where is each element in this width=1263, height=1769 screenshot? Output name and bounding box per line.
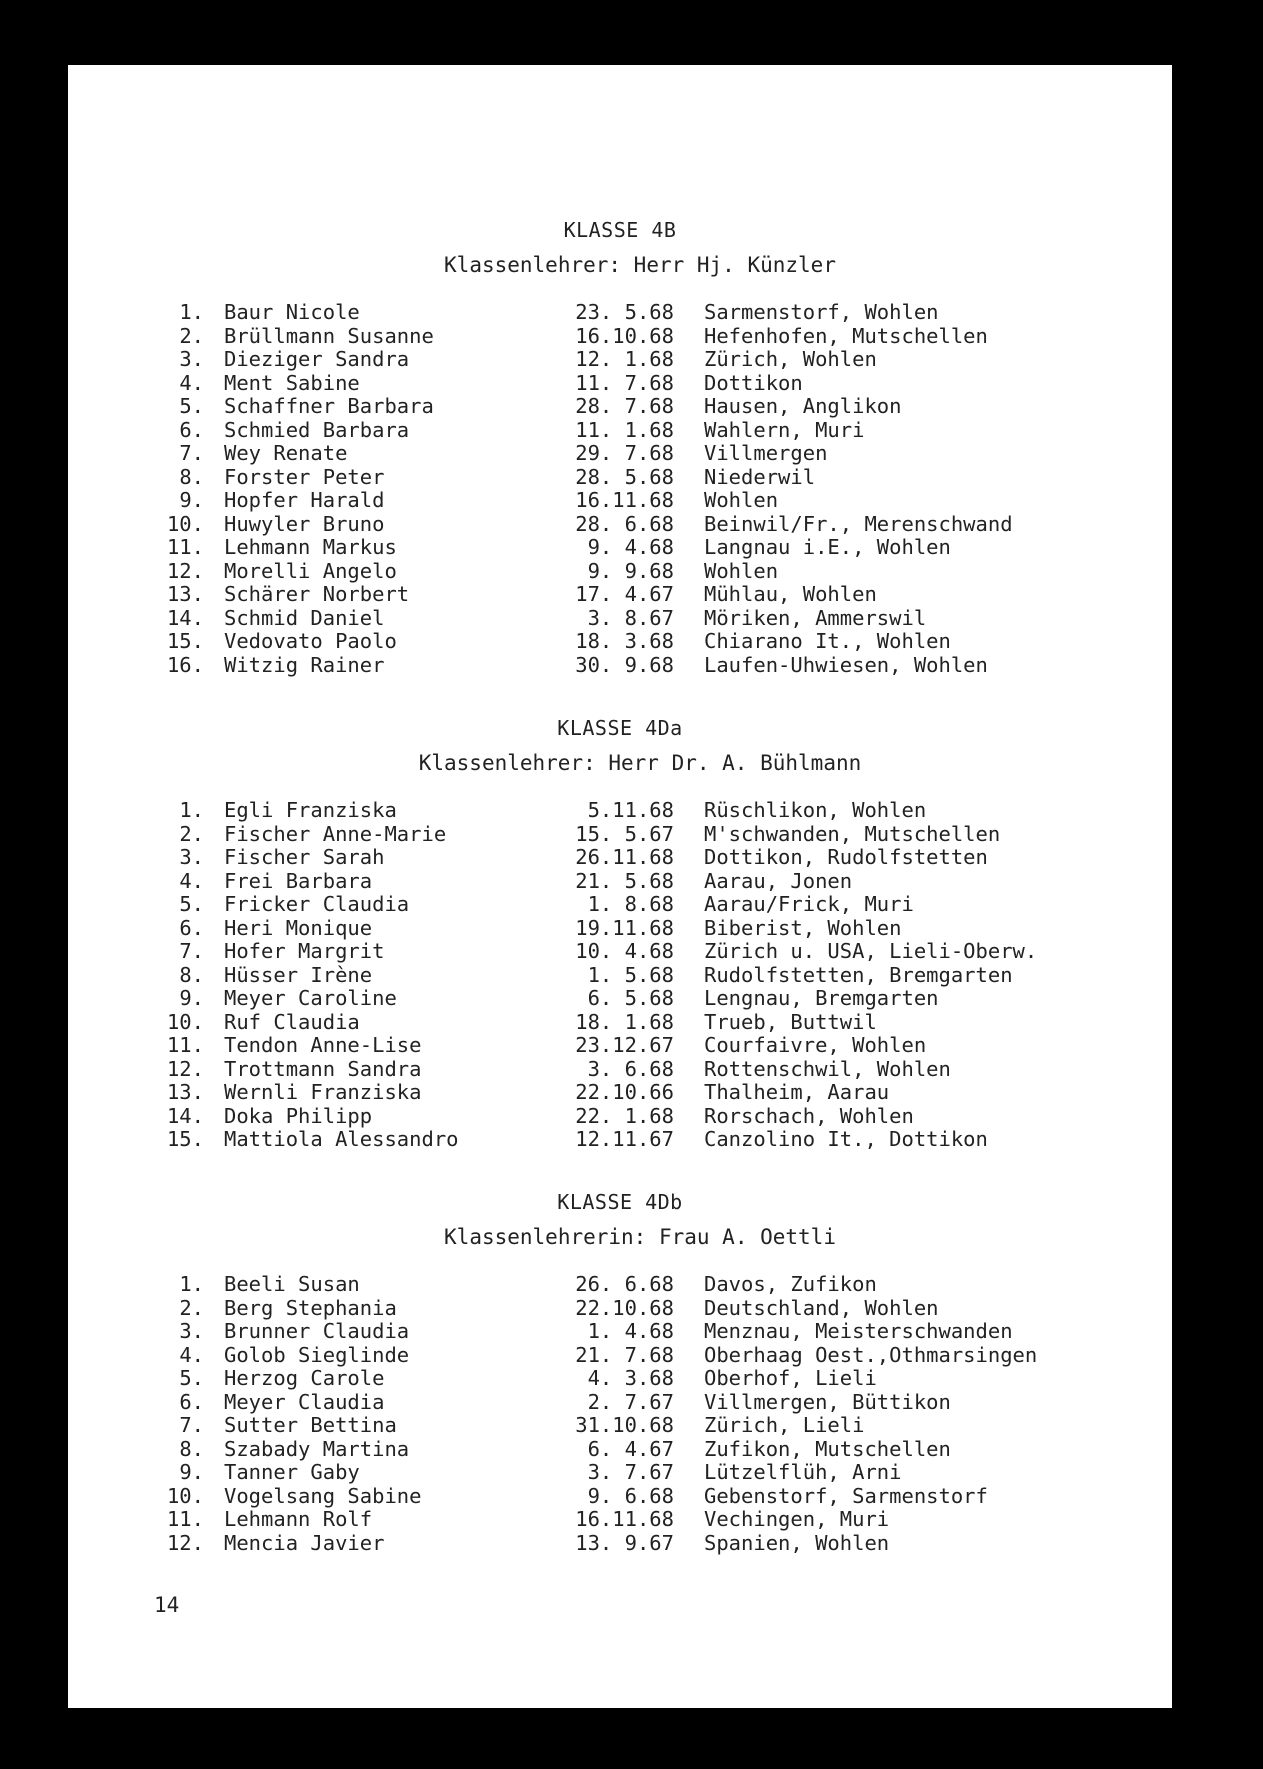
row-number: 6.	[179, 417, 204, 442]
student-name: Forster Peter	[224, 464, 385, 489]
birth-date: 30. 9.68	[575, 652, 674, 677]
student-row	[68, 489, 1172, 513]
student-row	[68, 1461, 1172, 1485]
row-number: 2.	[179, 323, 204, 348]
birth-date: 18. 1.68	[575, 1009, 674, 1034]
student-row	[68, 870, 1172, 894]
row-number: 14.	[166, 605, 204, 630]
student-list	[68, 1273, 1172, 1555]
student-row	[68, 1485, 1172, 1509]
student-name: Hopfer Harald	[224, 488, 385, 512]
row-number: 7.	[179, 1413, 204, 1437]
place-of-origin: Villmergen	[704, 441, 828, 465]
student-row	[68, 583, 1172, 607]
place-of-origin: Dottikon, Rudolfstetten	[704, 845, 988, 869]
student-name: Sutter Bettina	[224, 1413, 397, 1437]
birth-date: 12. 1.68	[575, 347, 674, 371]
row-number: 11.	[166, 1507, 204, 1531]
row-number: 11.	[166, 1033, 204, 1057]
student-name: Frei Barbara	[224, 868, 373, 893]
student-row	[68, 630, 1172, 654]
student-name: Schärer Norbert	[224, 582, 410, 606]
row-number: 13.	[166, 582, 204, 606]
student-row	[68, 940, 1172, 964]
page-number: 14	[154, 1593, 180, 1617]
birth-date: 26.11.68	[575, 845, 674, 869]
place-of-origin: Zürich, Wohlen	[704, 347, 877, 371]
row-number: 12.	[166, 558, 204, 583]
birth-date: 28. 6.68	[575, 511, 674, 536]
student-name: Fischer Anne-Marie	[224, 821, 447, 846]
place-of-origin: Sarmenstorf, Wohlen	[704, 300, 939, 324]
birth-date: 18. 3.68	[575, 629, 674, 653]
student-row	[68, 395, 1172, 419]
row-number: 5.	[179, 892, 204, 916]
birth-date: 16.11.68	[575, 1507, 674, 1531]
birth-date: 13. 9.67	[575, 1530, 674, 1555]
row-number: 10.	[166, 1009, 204, 1034]
student-row	[68, 964, 1172, 988]
student-name: Szabady Martina	[224, 1436, 410, 1461]
student-row	[68, 799, 1172, 823]
student-name: Huwyler Bruno	[224, 511, 385, 536]
student-name: Baur Nicole	[224, 300, 360, 324]
student-name: Fricker Claudia	[224, 892, 410, 916]
birth-date: 3. 6.68	[587, 1056, 674, 1081]
place-of-origin: Langnau i.E., Wohlen	[704, 535, 951, 559]
student-row	[68, 1128, 1172, 1152]
row-number: 12.	[166, 1530, 204, 1555]
student-row	[68, 325, 1172, 349]
student-name: Mencia Javier	[224, 1530, 385, 1555]
row-number: 3.	[179, 347, 204, 371]
place-of-origin: Trueb, Buttwil	[704, 1009, 877, 1034]
student-row	[68, 419, 1172, 443]
student-row	[68, 1320, 1172, 1344]
row-number: 2.	[179, 821, 204, 846]
place-of-origin: Rüschlikon, Wohlen	[704, 798, 927, 822]
birth-date: 2. 7.67	[587, 1389, 674, 1414]
birth-date: 28. 7.68	[575, 394, 674, 418]
place-of-origin: Canzolino It., Dottikon	[704, 1127, 988, 1151]
student-name: Doka Philipp	[224, 1103, 373, 1128]
student-name: Brunner Claudia	[224, 1319, 410, 1343]
student-row	[68, 1081, 1172, 1105]
student-name: Witzig Rainer	[224, 652, 385, 677]
place-of-origin: Thalheim, Aarau	[704, 1080, 890, 1104]
row-number: 16.	[166, 652, 204, 677]
birth-date: 16.10.68	[575, 323, 674, 348]
student-row	[68, 1438, 1172, 1462]
student-name: Ruf Claudia	[224, 1009, 360, 1034]
place-of-origin: Rottenschwil, Wohlen	[704, 1056, 951, 1081]
row-number: 4.	[179, 1342, 204, 1367]
place-of-origin: Aarau/Frick, Muri	[704, 892, 914, 916]
student-row	[68, 466, 1172, 490]
place-of-origin: Hausen, Anglikon	[704, 394, 902, 418]
student-row	[68, 1105, 1172, 1129]
place-of-origin: Rudolfstetten, Bremgarten	[704, 962, 1013, 987]
student-row	[68, 987, 1172, 1011]
section-title: KLASSE 4Da	[557, 716, 683, 740]
student-row	[68, 607, 1172, 631]
row-number: 3.	[179, 1319, 204, 1343]
place-of-origin: Zürich u. USA, Lieli-Oberw.	[704, 939, 1038, 963]
place-of-origin: Wohlen	[704, 558, 779, 583]
birth-date: 3. 7.67	[587, 1460, 674, 1484]
row-number: 15.	[166, 629, 204, 653]
birth-date: 21. 7.68	[575, 1342, 674, 1367]
student-row	[68, 1391, 1172, 1415]
birth-date: 21. 5.68	[575, 868, 674, 893]
place-of-origin: Lengnau, Bremgarten	[704, 986, 939, 1010]
row-number: 2.	[179, 1295, 204, 1320]
student-name: Golob Sieglinde	[224, 1342, 410, 1367]
teacher-line: Klassenlehrerin: Frau A. Oettli	[444, 1225, 836, 1249]
place-of-origin: Zufikon, Mutschellen	[704, 1436, 951, 1461]
student-row	[68, 1058, 1172, 1082]
student-list	[68, 301, 1172, 677]
student-row	[68, 1034, 1172, 1058]
place-of-origin: Niederwil	[704, 464, 816, 489]
birth-date: 22.10.68	[575, 1295, 674, 1320]
student-name: Schmied Barbara	[224, 417, 410, 442]
student-row	[68, 1011, 1172, 1035]
row-number: 7.	[179, 441, 204, 465]
student-name: Vedovato Paolo	[224, 629, 397, 653]
student-name: Hofer Margrit	[224, 939, 385, 963]
birth-date: 10. 4.68	[575, 939, 674, 963]
student-row	[68, 893, 1172, 917]
row-number: 7.	[179, 939, 204, 963]
student-name: Wey Renate	[224, 441, 348, 465]
row-number: 5.	[179, 1366, 204, 1390]
student-name: Mattiola Alessandro	[224, 1127, 459, 1151]
place-of-origin: Villmergen, Büttikon	[704, 1389, 951, 1414]
student-name: Hüsser Irène	[224, 962, 373, 987]
student-row	[68, 654, 1172, 678]
student-row	[68, 513, 1172, 537]
birth-date: 6. 4.67	[587, 1436, 674, 1461]
place-of-origin: Courfaivre, Wohlen	[704, 1033, 927, 1057]
row-number: 6.	[179, 915, 204, 940]
birth-date: 6. 5.68	[587, 986, 674, 1010]
place-of-origin: Gebenstorf, Sarmenstorf	[704, 1483, 988, 1508]
student-name: Schaffner Barbara	[224, 394, 434, 418]
place-of-origin: Laufen-Uhwiesen, Wohlen	[704, 652, 988, 677]
student-row	[68, 1273, 1172, 1297]
row-number: 12.	[166, 1056, 204, 1081]
birth-date: 1. 8.68	[587, 892, 674, 916]
place-of-origin: Rorschach, Wohlen	[704, 1103, 914, 1128]
student-name: Beeli Susan	[224, 1272, 360, 1296]
birth-date: 12.11.67	[575, 1127, 674, 1151]
place-of-origin: Davos, Zufikon	[704, 1272, 877, 1296]
student-name: Lehmann Markus	[224, 535, 397, 559]
birth-date: 23. 5.68	[575, 300, 674, 324]
row-number: 8.	[179, 962, 204, 987]
birth-date: 22. 1.68	[575, 1103, 674, 1128]
student-row	[68, 917, 1172, 941]
row-number: 1.	[179, 1272, 204, 1296]
birth-date: 23.12.67	[575, 1033, 674, 1057]
student-row	[68, 536, 1172, 560]
birth-date: 28. 5.68	[575, 464, 674, 489]
place-of-origin: Chiarano It., Wohlen	[704, 629, 951, 653]
row-number: 10.	[166, 1483, 204, 1508]
birth-date: 9. 4.68	[587, 535, 674, 559]
student-name: Meyer Caroline	[224, 986, 397, 1010]
student-name: Herzog Carole	[224, 1366, 385, 1390]
student-name: Meyer Claudia	[224, 1389, 385, 1414]
birth-date: 9. 9.68	[587, 558, 674, 583]
place-of-origin: Wohlen	[704, 488, 779, 512]
row-number: 4.	[179, 868, 204, 893]
birth-date: 31.10.68	[575, 1413, 674, 1437]
birth-date: 11. 1.68	[575, 417, 674, 442]
student-name: Vogelsang Sabine	[224, 1483, 422, 1508]
birth-date: 1. 5.68	[587, 962, 674, 987]
birth-date: 3. 8.67	[587, 605, 674, 630]
student-row	[68, 1532, 1172, 1556]
student-name: Morelli Angelo	[224, 558, 397, 583]
birth-date: 9. 6.68	[587, 1483, 674, 1508]
place-of-origin: Mühlau, Wohlen	[704, 582, 877, 606]
place-of-origin: Oberhaag Oest.,Othmarsingen	[704, 1342, 1038, 1367]
place-of-origin: Oberhof, Lieli	[704, 1366, 877, 1390]
student-row	[68, 442, 1172, 466]
student-name: Egli Franziska	[224, 798, 397, 822]
birth-date: 17. 4.67	[575, 582, 674, 606]
birth-date: 26. 6.68	[575, 1272, 674, 1296]
student-name: Tanner Gaby	[224, 1460, 360, 1484]
student-row	[68, 823, 1172, 847]
place-of-origin: M'schwanden, Mutschellen	[704, 821, 1001, 846]
birth-date: 1. 4.68	[587, 1319, 674, 1343]
birth-date: 22.10.66	[575, 1080, 674, 1104]
row-number: 15.	[166, 1127, 204, 1151]
row-number: 9.	[179, 986, 204, 1010]
row-number: 6.	[179, 1389, 204, 1414]
student-row	[68, 1367, 1172, 1391]
place-of-origin: Möriken, Ammerswil	[704, 605, 927, 630]
student-row	[68, 1414, 1172, 1438]
birth-date: 4. 3.68	[587, 1366, 674, 1390]
student-row	[68, 560, 1172, 584]
student-row	[68, 1297, 1172, 1321]
student-name: Fischer Sarah	[224, 845, 385, 869]
teacher-line: Klassenlehrer: Herr Dr. A. Bühlmann	[418, 751, 862, 775]
row-number: 4.	[179, 370, 204, 395]
place-of-origin: Deutschland, Wohlen	[704, 1295, 939, 1320]
row-number: 9.	[179, 1460, 204, 1484]
student-row	[68, 1508, 1172, 1532]
student-name: Trottmann Sandra	[224, 1056, 422, 1081]
student-row	[68, 348, 1172, 372]
student-name: Dieziger Sandra	[224, 347, 410, 371]
student-list	[68, 799, 1172, 1152]
birth-date: 16.11.68	[575, 488, 674, 512]
birth-date: 19.11.68	[575, 915, 674, 940]
document-page	[68, 65, 1172, 1708]
section-title: KLASSE 4Db	[557, 1190, 683, 1214]
row-number: 9.	[179, 488, 204, 512]
student-name: Schmid Daniel	[224, 605, 385, 630]
student-row	[68, 1344, 1172, 1368]
row-number: 10.	[166, 511, 204, 536]
place-of-origin: Dottikon	[704, 370, 803, 395]
place-of-origin: Aarau, Jonen	[704, 868, 853, 893]
place-of-origin: Biberist, Wohlen	[704, 915, 902, 940]
birth-date: 29. 7.68	[575, 441, 674, 465]
birth-date: 15. 5.67	[575, 821, 674, 846]
row-number: 8.	[179, 464, 204, 489]
section-title: KLASSE 4B	[563, 218, 677, 242]
row-number: 1.	[179, 300, 204, 324]
student-name: Lehmann Rolf	[224, 1507, 373, 1531]
place-of-origin: Wahlern, Muri	[704, 417, 865, 442]
student-row	[68, 301, 1172, 325]
row-number: 8.	[179, 1436, 204, 1461]
row-number: 14.	[166, 1103, 204, 1128]
birth-date: 5.11.68	[587, 798, 674, 822]
student-name: Berg Stephania	[224, 1295, 397, 1320]
row-number: 5.	[179, 394, 204, 418]
row-number: 11.	[166, 535, 204, 559]
row-number: 1.	[179, 798, 204, 822]
student-name: Ment Sabine	[224, 370, 360, 395]
place-of-origin: Menznau, Meisterschwanden	[704, 1319, 1013, 1343]
student-name: Heri Monique	[224, 915, 373, 940]
student-row	[68, 846, 1172, 870]
student-name: Tendon Anne-Lise	[224, 1033, 422, 1057]
student-name: Wernli Franziska	[224, 1080, 422, 1104]
place-of-origin: Lützelflüh, Arni	[704, 1460, 902, 1484]
birth-date: 11. 7.68	[575, 370, 674, 395]
place-of-origin: Spanien, Wohlen	[704, 1530, 890, 1555]
student-name: Brüllmann Susanne	[224, 323, 434, 348]
place-of-origin: Vechingen, Muri	[704, 1507, 890, 1531]
place-of-origin: Beinwil/Fr., Merenschwand	[704, 511, 1013, 536]
student-row	[68, 372, 1172, 396]
place-of-origin: Zürich, Lieli	[704, 1413, 865, 1437]
place-of-origin: Hefenhofen, Mutschellen	[704, 323, 988, 348]
teacher-line: Klassenlehrer: Herr Hj. Künzler	[444, 253, 836, 277]
row-number: 13.	[166, 1080, 204, 1104]
row-number: 3.	[179, 845, 204, 869]
